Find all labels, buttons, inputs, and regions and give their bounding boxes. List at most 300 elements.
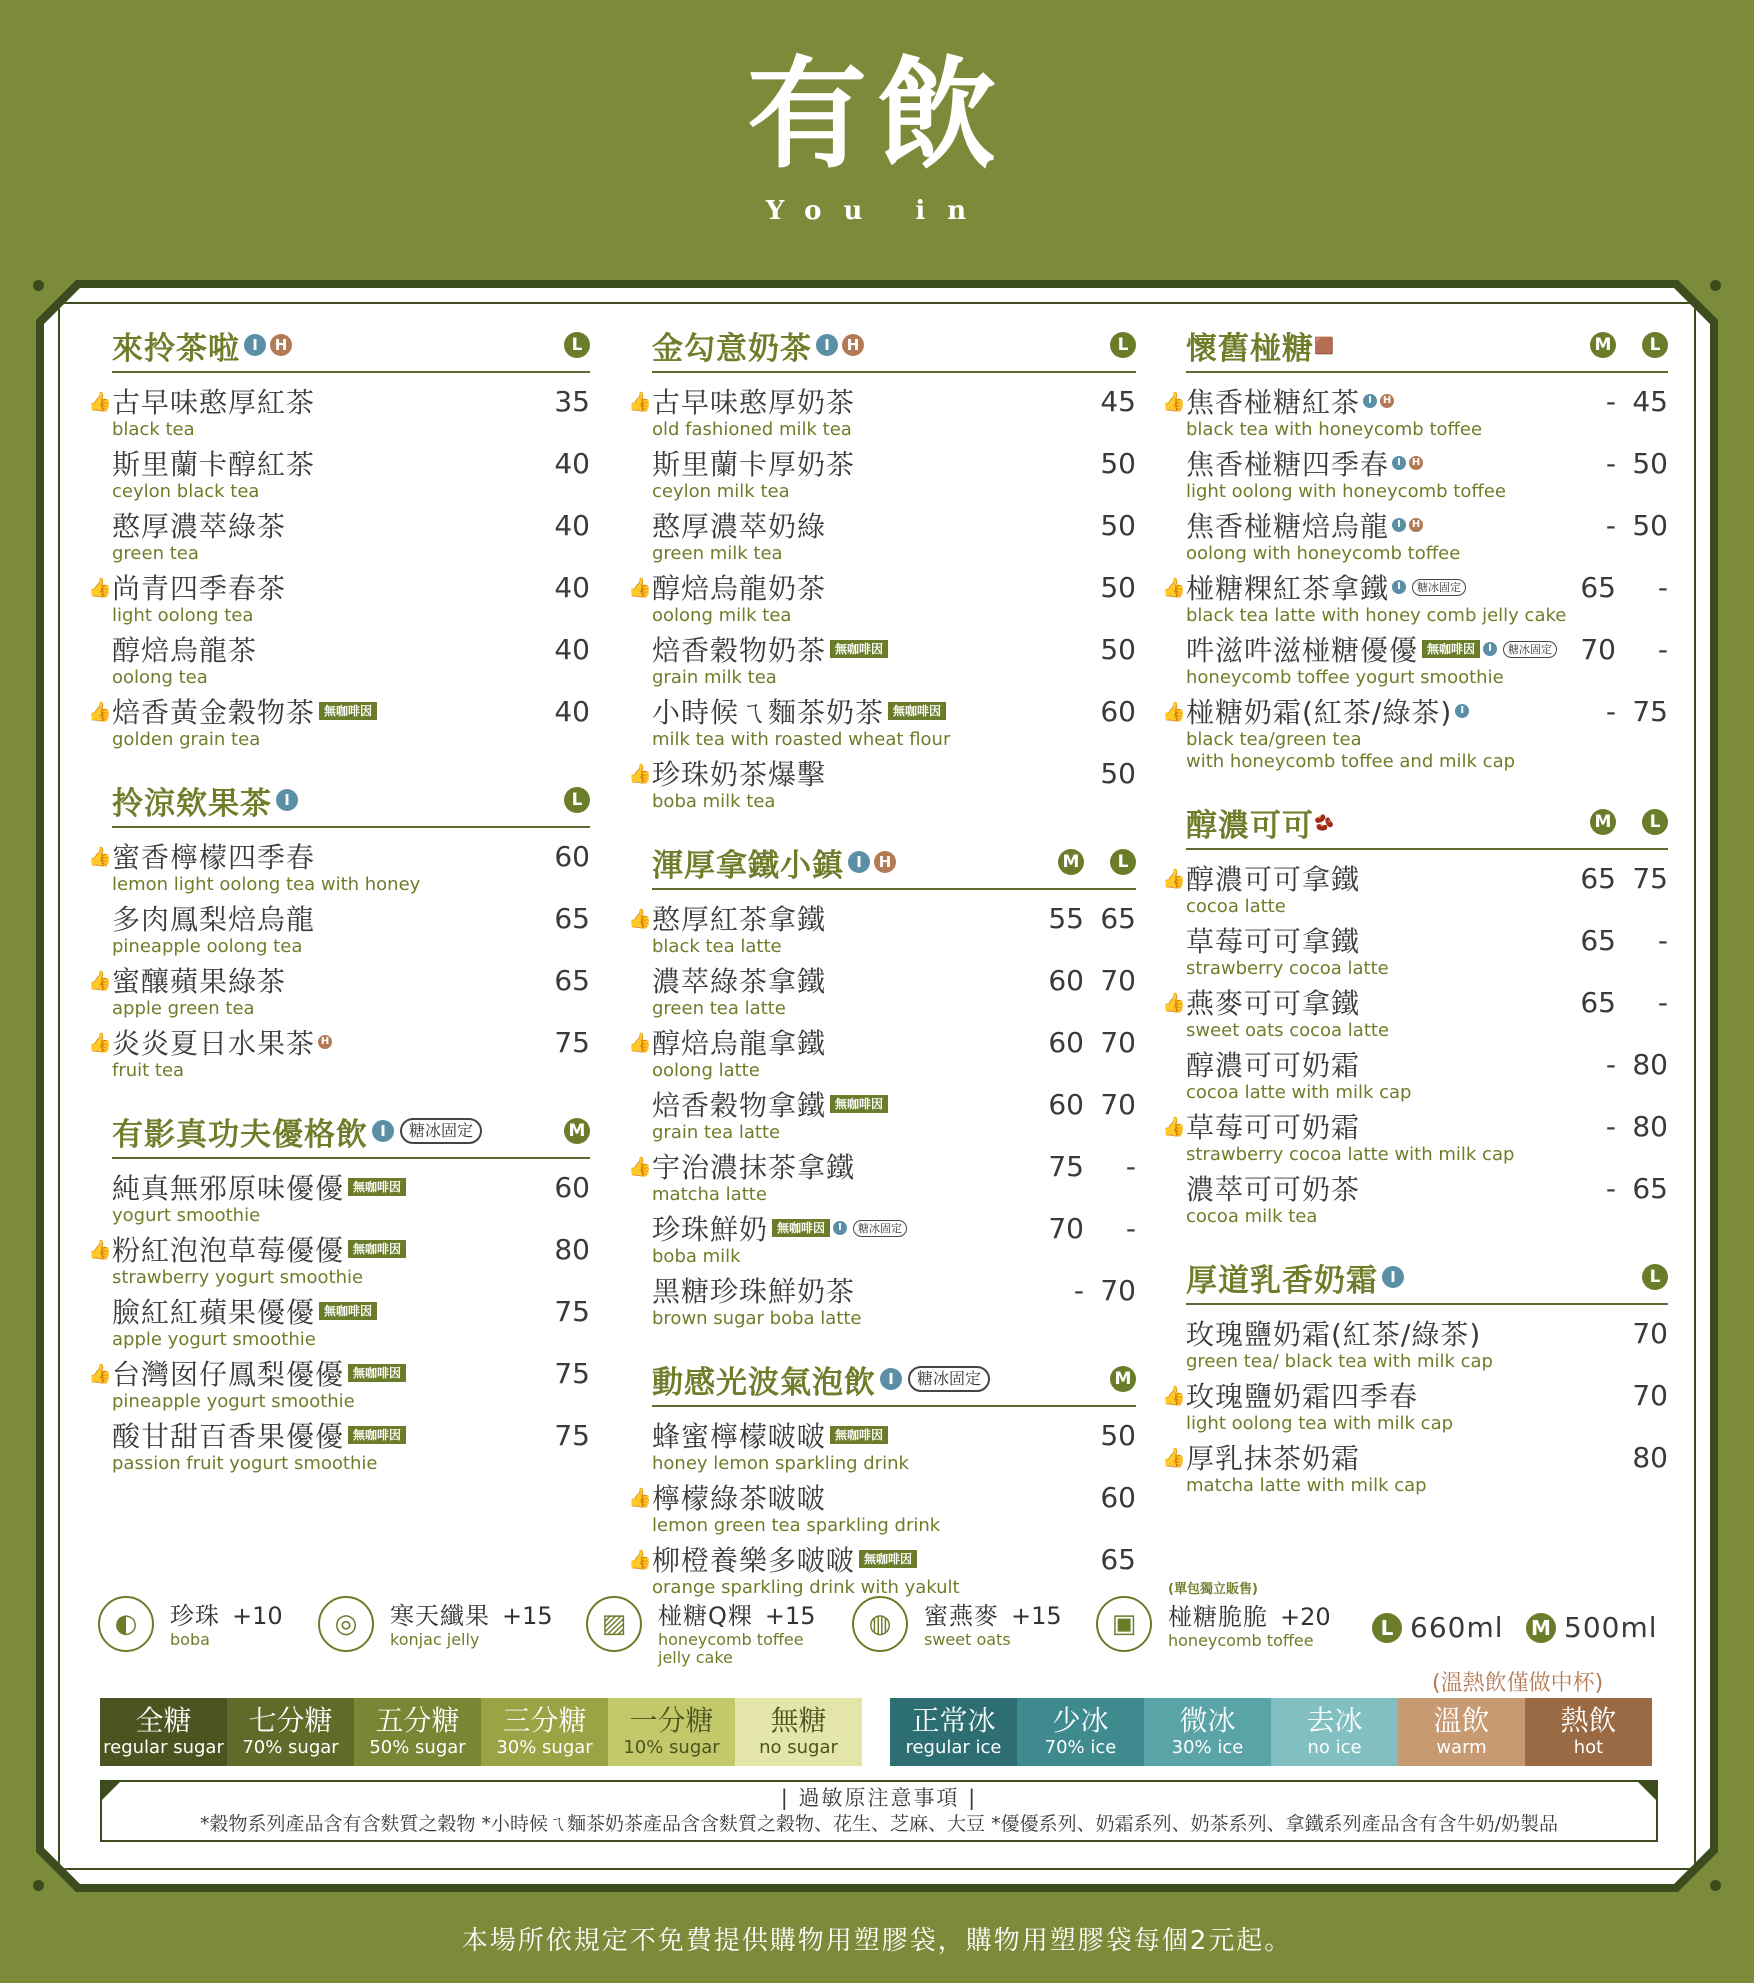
item-english-name: black tea latte with honey comb jelly cake xyxy=(1186,605,1567,626)
menu-item xyxy=(652,1417,1136,1479)
recommend-thumb-icon: 👍 xyxy=(88,391,112,413)
menu-item xyxy=(1162,693,1668,777)
item-price: 60 xyxy=(1048,1025,1084,1059)
item-price: - xyxy=(1605,694,1616,728)
item-row xyxy=(652,1417,1136,1453)
item-english-name: golden grain tea xyxy=(112,729,261,750)
item-row xyxy=(112,838,590,874)
sugar-level-cell xyxy=(227,1698,354,1766)
recommend-thumb-icon: 👍 xyxy=(1162,868,1186,890)
menu-item xyxy=(88,569,590,631)
item-row xyxy=(112,900,590,936)
item-price: 65 xyxy=(1100,901,1136,935)
item-name: 焦香椪糖焙烏龍 xyxy=(1186,510,1390,543)
size-badge: L xyxy=(1642,809,1668,835)
item-english-name: green tea latte xyxy=(652,998,786,1019)
item-english-name: fruit tea xyxy=(112,1060,185,1081)
menu-column-left xyxy=(88,322,590,1501)
item-row xyxy=(1186,1108,1668,1144)
item-prices xyxy=(1084,1419,1136,1452)
item-price: 65 xyxy=(1632,1171,1668,1205)
item-price: 60 xyxy=(554,839,590,873)
item-english-name: light oolong tea with milk cap xyxy=(1186,1413,1454,1434)
topping-line xyxy=(390,1596,553,1631)
menu-item xyxy=(1186,445,1668,507)
item-price: 60 xyxy=(1100,694,1136,728)
item-price: - xyxy=(1605,508,1616,542)
item-prices xyxy=(1564,447,1668,480)
item-prices xyxy=(1084,1481,1136,1514)
item-name: 焙香穀物奶茶 xyxy=(652,634,827,667)
fixed-sugar-ice-tag: 糖冰固定 xyxy=(908,1366,990,1392)
item-english-name: apple yogurt smoothie xyxy=(112,1329,316,1350)
item-price: 50 xyxy=(1632,446,1668,480)
item-prices xyxy=(1564,986,1668,1019)
ice-icon: I xyxy=(848,851,870,873)
caffeine-free-badge: 無咖啡因 xyxy=(348,1426,406,1444)
item-price: 80 xyxy=(554,1232,590,1266)
section-emoji: 🫘 xyxy=(1314,812,1334,832)
item-row xyxy=(652,693,1136,729)
section-header xyxy=(652,322,1136,373)
item-row xyxy=(112,445,590,481)
sugar-level-english: 70% sugar xyxy=(242,1737,339,1758)
item-price: 50 xyxy=(1100,756,1136,790)
topping-text xyxy=(658,1596,816,1667)
item-english-name: strawberry yogurt smoothie xyxy=(112,1267,364,1288)
item-prices xyxy=(1084,509,1136,542)
item-english-name: old fashioned milk tea xyxy=(652,419,852,440)
item-row xyxy=(1186,1046,1668,1082)
menu-item xyxy=(112,1293,590,1355)
item-prices xyxy=(1084,571,1136,604)
sugar-level-cell xyxy=(481,1698,608,1766)
item-prices xyxy=(538,1419,590,1452)
recommend-thumb-icon: 👍 xyxy=(628,1156,652,1178)
ice-level-name: 少冰 xyxy=(1052,1704,1109,1737)
item-price: - xyxy=(1657,985,1668,1019)
item-english-name: ceylon black tea xyxy=(112,481,260,502)
item-prices xyxy=(1616,1379,1668,1412)
item-name: 玫瑰鹽奶霜四季春 xyxy=(1186,1380,1419,1413)
menu-item xyxy=(652,1272,1136,1334)
item-prices xyxy=(538,1357,590,1390)
item-prices xyxy=(1564,633,1668,666)
item-english-name: light oolong tea xyxy=(112,605,254,626)
item-name: 濃萃綠茶拿鐵 xyxy=(652,965,827,998)
item-row xyxy=(112,1417,590,1453)
sugar-level-english: 50% sugar xyxy=(369,1737,466,1758)
item-name: 吽滋吽滋椪糖優優 xyxy=(1186,634,1419,667)
item-row xyxy=(112,962,590,998)
topping-price: +15 xyxy=(764,1602,816,1630)
topping-item xyxy=(1096,1582,1331,1652)
topping-english: honeycomb toffee xyxy=(658,1630,804,1649)
item-price: 65 xyxy=(1580,570,1616,604)
sugar-level-bar xyxy=(100,1698,862,1766)
ice-level-english: warm xyxy=(1436,1737,1487,1758)
topping-english: sweet oats xyxy=(924,1630,1011,1649)
topping-english: honeycomb toffee xyxy=(1168,1631,1314,1650)
item-name: 厚乳抹茶奶霜 xyxy=(1186,1442,1361,1475)
item-english-name: black tea xyxy=(112,419,195,440)
menu-item xyxy=(1186,1315,1668,1377)
menu-section xyxy=(88,777,590,1086)
menu-item xyxy=(1186,507,1668,569)
topping-text xyxy=(390,1596,553,1649)
item-price: 50 xyxy=(1100,570,1136,604)
ice-level-cell xyxy=(1144,1698,1271,1766)
section-title: 醇濃可可 xyxy=(1186,807,1314,844)
ice-icon: I xyxy=(833,1221,847,1235)
item-prices xyxy=(1084,1543,1136,1576)
item-name: 小時候ㄟ麵茶奶茶 xyxy=(652,696,885,729)
item-name: 尚青四季春茶 xyxy=(112,572,287,605)
recommend-thumb-icon: 👍 xyxy=(628,1549,652,1571)
item-price: 80 xyxy=(1632,1047,1668,1081)
ice-icon: I xyxy=(880,1368,902,1390)
item-price: 55 xyxy=(1048,901,1084,935)
item-english-name: oolong tea xyxy=(112,667,208,688)
item-prices xyxy=(1564,924,1668,957)
section-title: 渾厚拿鐵小鎮 xyxy=(652,847,844,884)
size-large xyxy=(1372,1611,1504,1644)
item-price: 65 xyxy=(1580,923,1616,957)
recommend-thumb-icon: 👍 xyxy=(1162,1385,1186,1407)
item-row xyxy=(1186,1170,1668,1206)
boba-icon: ◐ xyxy=(98,1596,154,1652)
size-medium xyxy=(1526,1611,1658,1644)
sugar-level-english: 30% sugar xyxy=(496,1737,593,1758)
item-english-name: honeycomb toffee yogurt smoothie xyxy=(1186,667,1504,688)
menu-item xyxy=(1162,860,1668,922)
item-row xyxy=(652,900,1136,936)
ice-level-bar xyxy=(890,1698,1652,1766)
item-row xyxy=(652,631,1136,667)
size-large-volume: 660ml xyxy=(1410,1611,1504,1644)
item-english-name: with honeycomb toffee and milk cap xyxy=(1186,751,1516,772)
menu-column-middle xyxy=(628,322,1136,1625)
recommend-thumb-icon: 👍 xyxy=(88,1363,112,1385)
item-row xyxy=(112,631,590,667)
item-price: 75 xyxy=(554,1025,590,1059)
item-prices xyxy=(1032,1274,1136,1307)
item-row xyxy=(652,383,1136,419)
item-name: 草莓可可奶霜 xyxy=(1186,1111,1361,1144)
section-header xyxy=(112,777,590,828)
item-english-name: strawberry cocoa latte xyxy=(1186,958,1389,979)
item-english-name: apple green tea xyxy=(112,998,255,1019)
ice-level-cell xyxy=(1271,1698,1398,1766)
item-prices xyxy=(538,695,590,728)
topping-item xyxy=(98,1596,283,1652)
menu-item xyxy=(112,900,590,962)
item-price: 40 xyxy=(554,632,590,666)
frame-dot xyxy=(33,280,44,291)
menu-item xyxy=(628,1541,1136,1603)
hot-icon: H xyxy=(318,1035,332,1049)
item-name: 醇濃可可奶霜 xyxy=(1186,1049,1361,1082)
item-row xyxy=(652,962,1136,998)
topping-item xyxy=(318,1596,553,1652)
item-price: - xyxy=(1605,446,1616,480)
ice-level-english: hot xyxy=(1573,1737,1604,1758)
menu-item xyxy=(1186,1046,1668,1108)
item-price: 70 xyxy=(1632,1316,1668,1350)
item-english-name: boba milk tea xyxy=(652,791,776,812)
menu-section xyxy=(628,322,1136,817)
item-row xyxy=(1186,922,1668,958)
frame-dot xyxy=(1710,280,1721,291)
sugar-level-english: 10% sugar xyxy=(623,1737,720,1758)
allergy-notice xyxy=(100,1780,1658,1842)
menu-item xyxy=(652,962,1136,1024)
item-prices xyxy=(1032,1026,1136,1059)
item-name: 椪糖奶霜(紅茶/綠茶) xyxy=(1186,696,1453,729)
sugar-level-cell xyxy=(354,1698,481,1766)
topping-item xyxy=(852,1596,1062,1652)
item-row xyxy=(112,507,590,543)
size-badge: M xyxy=(1590,332,1616,358)
item-price: - xyxy=(1125,1211,1136,1245)
item-english-name: lemon light oolong tea with honey xyxy=(112,874,421,895)
sugar-level-cell xyxy=(735,1698,862,1766)
item-row xyxy=(652,1272,1136,1308)
menu-item xyxy=(112,1169,590,1231)
sugar-level-cell xyxy=(100,1698,227,1766)
menu-item xyxy=(1186,1170,1668,1232)
ice-level-name: 去冰 xyxy=(1306,1704,1363,1737)
item-prices xyxy=(1616,1317,1668,1350)
ice-icon: I xyxy=(1363,394,1377,408)
section-title: 金勾意奶茶 xyxy=(652,330,812,367)
menu-item xyxy=(652,445,1136,507)
hot-icon: H xyxy=(1409,456,1423,470)
item-price: 75 xyxy=(1632,861,1668,895)
item-name: 珍珠奶茶爆擊 xyxy=(652,758,827,791)
brand-logo xyxy=(0,40,1754,226)
item-price: 70 xyxy=(1100,1273,1136,1307)
size-badges xyxy=(1642,1264,1668,1290)
item-english-name: green milk tea xyxy=(652,543,783,564)
recommend-thumb-icon: 👍 xyxy=(628,577,652,599)
item-row xyxy=(652,1541,1136,1577)
item-english-name: matcha latte xyxy=(652,1184,767,1205)
ice-level-english: regular ice xyxy=(905,1737,1002,1758)
item-prices xyxy=(1564,1110,1668,1143)
size-badges xyxy=(564,332,590,358)
item-english-name: black tea/green tea xyxy=(1186,729,1362,750)
recommend-thumb-icon: 👍 xyxy=(628,1032,652,1054)
item-name: 古早味憨厚紅茶 xyxy=(112,386,316,419)
item-name: 宇治濃抹茶拿鐵 xyxy=(652,1151,856,1184)
item-english-name: green tea/ black tea with milk cap xyxy=(1186,1351,1493,1372)
menu-item xyxy=(112,507,590,569)
section-emoji: 🟫 xyxy=(1314,335,1334,355)
item-price: 60 xyxy=(1100,1480,1136,1514)
item-prices xyxy=(538,571,590,604)
item-prices xyxy=(1564,1048,1668,1081)
konjac-icon: ◎ xyxy=(318,1596,374,1652)
topping-line xyxy=(170,1596,283,1631)
item-price: 70 xyxy=(1048,1211,1084,1245)
item-price: 65 xyxy=(1580,861,1616,895)
menu-item xyxy=(1162,1439,1668,1501)
ice-icon: I xyxy=(1392,580,1406,594)
item-name: 蜂蜜檸檬啵啵 xyxy=(652,1420,827,1453)
size-badge: M xyxy=(564,1118,590,1144)
topping-english: konjac jelly xyxy=(390,1630,480,1649)
item-price: 35 xyxy=(554,384,590,418)
item-prices xyxy=(1564,1172,1668,1205)
item-price: 70 xyxy=(1100,1025,1136,1059)
menu-section xyxy=(88,322,590,755)
item-english-name: green tea xyxy=(112,543,199,564)
item-prices xyxy=(1564,862,1668,895)
item-english-name: black tea latte xyxy=(652,936,782,957)
menu-column-right xyxy=(1162,322,1668,1523)
item-price: - xyxy=(1657,923,1668,957)
recommend-thumb-icon: 👍 xyxy=(88,970,112,992)
item-name: 焦香椪糖四季春 xyxy=(1186,448,1390,481)
item-prices xyxy=(538,509,590,542)
brand-title: 有飲 xyxy=(747,44,1007,185)
recommend-thumb-icon: 👍 xyxy=(628,908,652,930)
item-row xyxy=(652,507,1136,543)
item-english-name: grain milk tea xyxy=(652,667,777,688)
menu-section xyxy=(1162,799,1668,1232)
section-header xyxy=(112,1108,590,1159)
section-header xyxy=(112,322,590,373)
menu-item xyxy=(628,1024,1136,1086)
caffeine-free-badge: 無咖啡因 xyxy=(888,702,946,720)
size-badge: L xyxy=(564,787,590,813)
menu-item xyxy=(628,1148,1136,1210)
item-price: - xyxy=(1657,632,1668,666)
menu-item xyxy=(88,693,590,755)
recommend-thumb-icon: 👍 xyxy=(628,391,652,413)
item-price: - xyxy=(1073,1273,1084,1307)
recommend-thumb-icon: 👍 xyxy=(88,1239,112,1261)
section-title: 有影真功夫優格飲 xyxy=(112,1116,368,1153)
caffeine-free-badge: 無咖啡因 xyxy=(830,1426,888,1444)
ice-level-cell xyxy=(1525,1698,1652,1766)
item-name: 椪糖粿紅茶拿鐵 xyxy=(1186,572,1390,605)
item-row xyxy=(1186,569,1668,605)
item-english-name: pineapple yogurt smoothie xyxy=(112,1391,355,1412)
item-english-name: strawberry cocoa latte with milk cap xyxy=(1186,1144,1515,1165)
fixed-sugar-ice-tag: 糖冰固定 xyxy=(1503,641,1557,658)
ice-level-english: 30% ice xyxy=(1171,1737,1244,1758)
menu-item xyxy=(652,631,1136,693)
item-english-name: yogurt smoothie xyxy=(112,1205,261,1226)
size-badges xyxy=(1058,849,1136,875)
item-price: 65 xyxy=(554,901,590,935)
item-row xyxy=(1186,1439,1668,1475)
item-price: 40 xyxy=(554,446,590,480)
topping-line xyxy=(1168,1597,1331,1632)
item-row xyxy=(1186,507,1668,543)
hot-icon: H xyxy=(1409,518,1423,532)
menu-item xyxy=(628,569,1136,631)
item-price: - xyxy=(1605,384,1616,418)
size-badge: L xyxy=(1110,849,1136,875)
sugar-level-english: no sugar xyxy=(759,1737,838,1758)
frame-dot xyxy=(1710,1880,1721,1891)
item-row xyxy=(112,693,590,729)
item-row xyxy=(1186,1377,1668,1413)
item-price: 40 xyxy=(554,570,590,604)
item-english-name: milk tea with roasted wheat flour xyxy=(652,729,951,750)
size-badge: L xyxy=(564,332,590,358)
item-name: 燕麥可可拿鐵 xyxy=(1186,987,1361,1020)
item-english-name: pineapple oolong tea xyxy=(112,936,303,957)
toffee-crisp-icon: ▣ xyxy=(1096,1596,1152,1652)
item-prices xyxy=(538,1233,590,1266)
topping-text xyxy=(1168,1582,1331,1650)
topping-text xyxy=(924,1596,1062,1649)
item-name: 斯里蘭卡醇紅茶 xyxy=(112,448,316,481)
size-badges xyxy=(1590,809,1668,835)
item-price: - xyxy=(1605,1109,1616,1143)
item-prices xyxy=(1564,571,1668,604)
ice-icon: I xyxy=(1392,518,1406,532)
size-badge: M xyxy=(1590,809,1616,835)
item-price: 45 xyxy=(1632,384,1668,418)
caffeine-free-badge: 無咖啡因 xyxy=(319,1302,377,1320)
item-english-name: cocoa latte xyxy=(1186,896,1286,917)
item-row xyxy=(112,383,590,419)
topping-note: (單包獨立販售) xyxy=(1168,1582,1258,1597)
sugar-level-name: 一分糖 xyxy=(629,1704,714,1737)
oats-icon: ◍ xyxy=(852,1596,908,1652)
ice-level-cell xyxy=(1398,1698,1525,1766)
item-prices xyxy=(1564,509,1668,542)
recommend-thumb-icon: 👍 xyxy=(1162,577,1186,599)
item-name: 臉紅紅蘋果優優 xyxy=(112,1296,316,1329)
item-price: 60 xyxy=(554,1170,590,1204)
sugar-level-name: 全糖 xyxy=(135,1704,192,1737)
item-price: 75 xyxy=(554,1294,590,1328)
item-row xyxy=(112,569,590,605)
menu-item xyxy=(652,507,1136,569)
item-name: 醇焙烏龍奶茶 xyxy=(652,572,827,605)
item-row xyxy=(1186,860,1668,896)
item-price: 50 xyxy=(1632,508,1668,542)
menu-item xyxy=(88,838,590,900)
caffeine-free-badge: 無咖啡因 xyxy=(859,1550,917,1568)
menu-section xyxy=(1162,1254,1668,1501)
item-name: 焙香穀物拿鐵 xyxy=(652,1089,827,1122)
menu-item xyxy=(88,1355,590,1417)
sugar-level-cell xyxy=(608,1698,735,1766)
item-name: 焦香椪糖紅茶 xyxy=(1186,386,1361,419)
ice-level-cell xyxy=(890,1698,1017,1766)
fixed-sugar-ice-tag: 糖冰固定 xyxy=(853,1220,907,1237)
size-badges xyxy=(1110,1366,1136,1392)
topping-text xyxy=(170,1596,283,1649)
menu-item xyxy=(88,383,590,445)
topping-english: boba xyxy=(170,1630,210,1649)
item-english-name: grain tea latte xyxy=(652,1122,781,1143)
section-header xyxy=(1186,1254,1668,1305)
item-row xyxy=(1186,383,1668,419)
item-price: 60 xyxy=(1048,963,1084,997)
item-prices xyxy=(1084,385,1136,418)
item-name: 醇焙烏龍茶 xyxy=(112,634,258,667)
item-english-name: boba milk xyxy=(652,1246,741,1267)
item-row xyxy=(112,1231,590,1267)
